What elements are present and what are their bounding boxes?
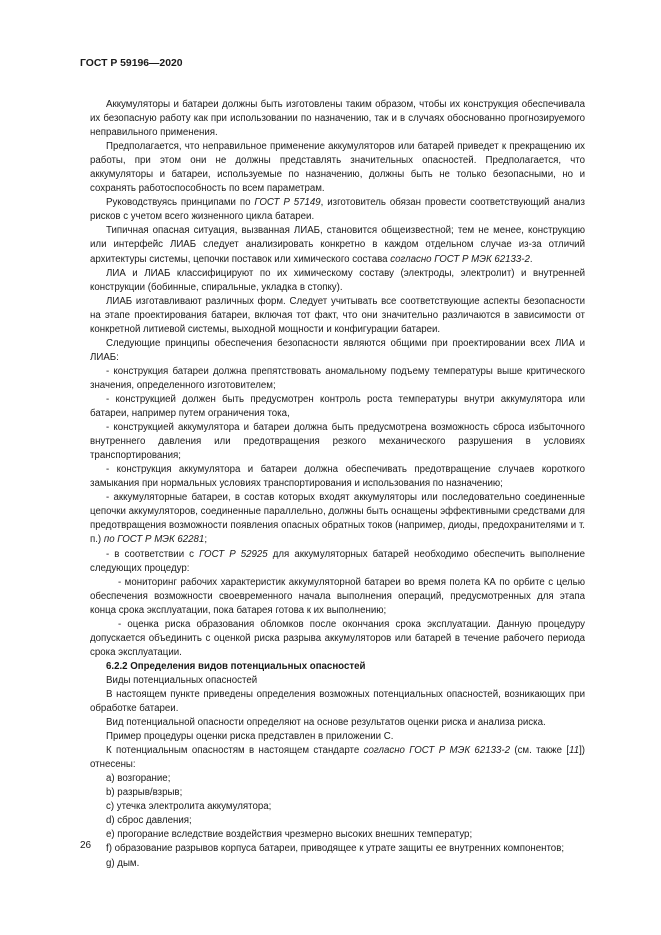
list-item: g) дым. bbox=[106, 857, 140, 869]
paragraph bbox=[90, 224, 585, 266]
list-item: е) прогорание вследствие воздействия чрезмерно высоких внешних температур; bbox=[106, 829, 473, 841]
paragraph: Вид потенциальной опасности определяют на основе результатов оценки риска и анализа риска. bbox=[106, 717, 546, 729]
paragraph: Пример процедуры оценки риска представлен в приложении С. bbox=[106, 731, 394, 743]
list-item: d) сброс давления; bbox=[106, 815, 192, 827]
standard-reference: ГОСТ Р 52925 bbox=[199, 548, 268, 560]
bullet-item: - конструкцией аккумулятора и батареи должна быть предусмотрена возможность сброса избыточного внутреннего давления или предотвращения резкого механического разрушения в условиях транспортирования; bbox=[90, 422, 585, 462]
text-run: - аккумуляторные батареи, в состав которых входят аккумуляторы или последовательно соединенные цепочки аккумуляторов, соединенные параллельно, должны быть оснащены эффективными средствами для предотвращения возможности появления опасных обратных токов (например, диоды, предохранителями и т. п.) bbox=[90, 492, 585, 546]
standard-reference: ГОСТ Р 57149 bbox=[254, 197, 321, 209]
section-heading: 6.2.2 Определения видов потенциальных опасностей bbox=[106, 660, 366, 672]
hazard-list bbox=[90, 772, 585, 870]
bibliography-reference: 11 bbox=[569, 745, 580, 757]
standard-reference: согласно ГОСТ Р МЭК 62133-2 bbox=[363, 745, 510, 757]
page-number: 26 bbox=[80, 840, 92, 851]
paragraph: Предполагается, что неправильное применение аккумуляторов или батарей приведет к прекращению их работы, при этом они не должны представлять значительных опасностей. Предполагается, что аккумуляторы и батареи, используемые по назначению, должны быть не только безопасными, но и сохранять работоспособность по всем параметрам. bbox=[90, 141, 585, 195]
text-run: . bbox=[529, 253, 533, 265]
text-run: для аккумуляторных батарей необходимо обеспечить выполнение следующих процедур: bbox=[90, 548, 586, 574]
list-item: а) возгорание; bbox=[106, 773, 171, 785]
bullet-item: - конструкция батареи должна препятствовать аномальному подъему температуры выше критического значения, определенного изготовителем; bbox=[90, 365, 585, 391]
standard-reference: по ГОСТ Р МЭК 62281 bbox=[103, 534, 205, 546]
paragraph bbox=[90, 196, 585, 224]
paragraph bbox=[90, 744, 585, 772]
paragraph: В настоящем пункте приведены определения возможных потенциальных опасностей, возникающих при обработке батареи. bbox=[90, 688, 585, 715]
bullet-item: - конструкцией должен быть предусмотрен контроль роста температуры внутри аккумулятора или батареи, например путем ограничения тока, bbox=[90, 393, 585, 420]
document-header: ГОСТ Р 59196—2020 bbox=[80, 58, 183, 69]
paragraph: ЛИАБ изготавливают различных форм. Следует учитывать все соответствующие аспекты безопасности на этапе проектирования батареи, включая тот факт, что они значительно различаются в зависимости от конкретной литиевой системы, выходной мощности и конфигурации батареи. bbox=[90, 295, 585, 335]
bullet-item bbox=[90, 548, 585, 576]
paragraph: ЛИА и ЛИАБ классифицируют по их химическому составу (электроды, электролит) и внутренней конструкции (бобинные, спиральные, укладка в стопку). bbox=[90, 267, 585, 293]
sub-bullet-item: - оценка риска образования обломков после окончания срока эксплуатации. Данную процедуру допускается объединить с оценкой риска разрыва аккумуляторов или батарей в течение рабочего периода срока эксплуатации. bbox=[90, 618, 585, 658]
standard-reference: согласно ГОСТ Р МЭК 62133-2 bbox=[390, 253, 530, 265]
list-item: b) разрыв/взрыв; bbox=[106, 787, 183, 799]
bullet-item bbox=[90, 491, 585, 547]
text-run: Типичная опасная ситуация, вызванная ЛИАБ, становится общеизвестной; тем не менее, конструкцию или интерфейс ЛИАБ следует анализировать конкретно в каждом отдельном случае из-за отличий архитектуры системы, цепочки поставок или химического состава bbox=[90, 225, 585, 265]
text-run: , изготовитель обязан провести соответствующий анализ рисков с учетом всего жизненного цикла батареи. bbox=[90, 197, 585, 223]
text-run: Руководствуясь принципами по bbox=[106, 197, 255, 209]
document-body bbox=[90, 98, 585, 871]
text-run: К потенциальным опасностям в настоящем стандарте bbox=[106, 745, 364, 757]
text-run: ; bbox=[204, 534, 208, 546]
sub-bullet-item: - мониторинг рабочих характеристик аккумуляторной батареи во время полета КА по орбите с целью обеспечения возможности своевременного начала выполнения операций, предусмотренных для этапа конца срока эксплуатации, пока батарея готова к их выполнению; bbox=[90, 576, 585, 616]
text-run: - в соответствии с bbox=[106, 548, 200, 560]
paragraph: Аккумуляторы и батареи должны быть изготовлены таким образом, чтобы их конструкция обеспечивала их безопасную работу как при использовании по назначению, так и в случаях обоснованно прогнозируемого неправильного применения. bbox=[90, 99, 585, 139]
paragraph: Виды потенциальных опасностей bbox=[106, 674, 258, 686]
bullet-item: - конструкция аккумулятора и батареи должна обеспечивать предотвращение случаев короткого замыкания при нормальных условиях транспортирования и использования по назначению; bbox=[90, 464, 585, 490]
paragraph: Следующие принципы обеспечения безопасности являются общими при проектировании всех ЛИА и ЛИАБ: bbox=[90, 337, 585, 363]
list-item: f) образование разрывов корпуса батареи, приводящее к утрате защиты ее внутренних компонентов; bbox=[106, 843, 565, 855]
text-run: (см. также [ bbox=[509, 745, 570, 757]
list-item: c) утечка электролита аккумулятора; bbox=[106, 801, 272, 813]
text-run: ]) отнесены: bbox=[90, 745, 586, 771]
